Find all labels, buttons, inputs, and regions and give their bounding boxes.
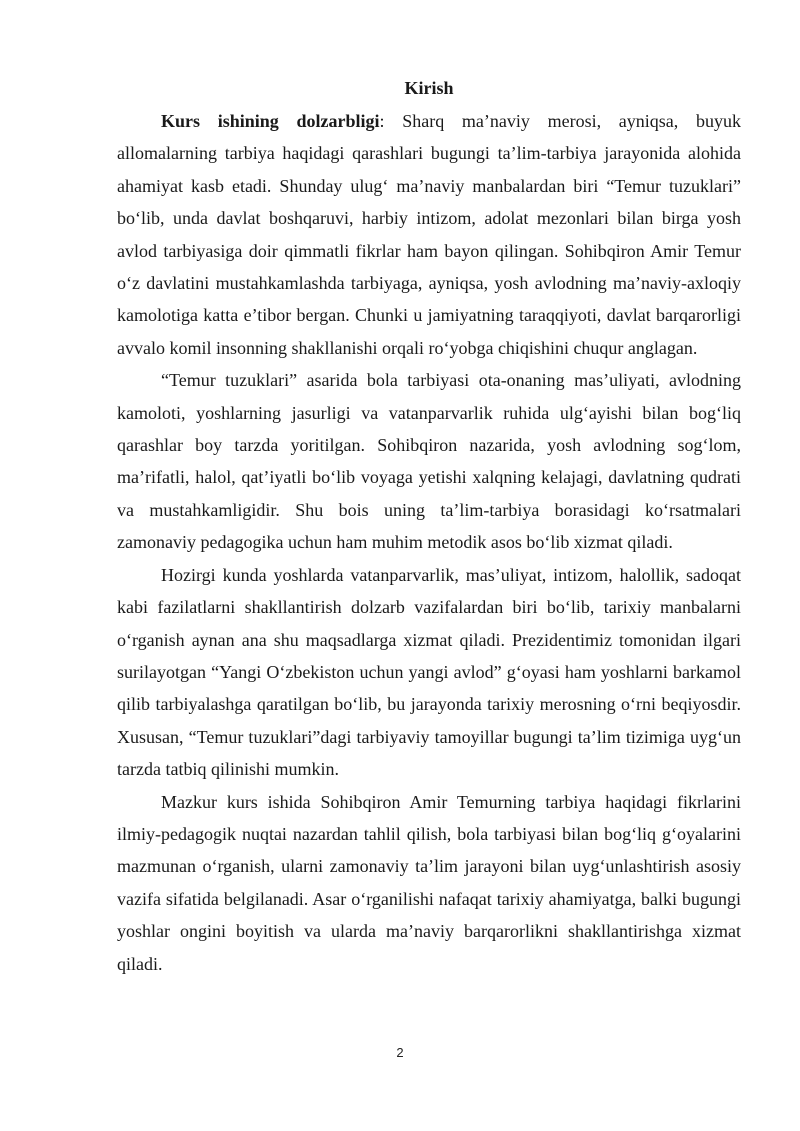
page-number: 2 xyxy=(396,1045,404,1060)
section-title: Kirish xyxy=(404,78,454,98)
paragraph-text: “Temur tuzuklari” asarida bola tarbiyasi ota-onaning mas’uliyati, avlodning kamoloti, yoshlarning jasurligi va vatanparvarlik ruhida ulg‘ayishi bilan bog‘liq qarashlar boy tarzda yoritilgan. Sohibqiron nazarida, yosh avlodning sog‘lom, ma’rifatli, halol, qat’iyatli bo‘lib voyaga yetishi xalqning kelajagi, davlatning qudrati va mustahkamligidir. Shu bois uning ta’lim-tarbiya borasidagi ko‘rsatmalari zamonaviy pedagogika uchun ham muhim metodik asos bo‘lib xizmat qiladi. xyxy=(117,370,741,553)
paragraph-lead: Kurs ishining dolzarbligi xyxy=(161,111,380,131)
paragraph-text: : Sharq ma’naviy merosi, ayniqsa, buyuk allomalarning tarbiya haqidagi qarashlari bugungi ta’lim-tarbiya jarayonida alohida ahamiyat kasb etadi. Shunday ulug‘ ma’naviy manbalardan biri “Temur tuzuklari” bo‘lib, unda davlat boshqaruvi, harbiy intizom, adolat mezonlari bilan birga yosh avlod tarbiyasiga doir qimmatli fikrlar ham bayon qilingan. Sohibqiron Amir Temur o‘z davlatini mustahkamlashda tarbiyaga, ayniqsa, yosh avlodning ma’naviy-axloqiy kamolotiga katta e’tibor bergan. Chunki u jamiyatning taraqqiyoti, davlat barqarorligi avvalo komil insonning shakllanishi orqali ro‘yobga chiqishini chuqur anglagan. xyxy=(117,111,741,358)
paragraph-temur-tuzuklari xyxy=(117,364,741,558)
paragraph-course-goal xyxy=(117,786,741,980)
page-content xyxy=(117,74,741,980)
paragraph-text: Mazkur kurs ishida Sohibqiron Amir Temurning tarbiya haqidagi fikrlarini ilmiy-pedagogik nuqtai nazardan tahlil qilish, bola tarbiyasi bilan bog‘liq g‘oyalarini mazmunan o‘rganish, ularni zamonaviy ta’lim jarayoni bilan uyg‘unlashtirish asosiy vazifa sifatida belgilanadi. Asar o‘rganilishi nafaqat tarixiy ahamiyatga, balki bugungi yoshlar ongini boyitish va ularda ma’naviy barqarorlikni shakllantirishga xizmat qiladi. xyxy=(117,791,741,974)
paragraph-relevance xyxy=(117,105,741,364)
paragraph-modern-youth xyxy=(117,559,741,786)
paragraph-text: Hozirgi kunda yoshlarda vatanparvarlik, mas’uliyat, intizom, halollik, sadoqat kabi fazilatlarni shakllantirish dolzarb vazifalardan biri bo‘lib, tarixiy manbalarni o‘rganish aynan ana shu maqsadlarga xizmat qiladi. Prezidentimiz tomonidan ilgari surilayotgan “Yangi O‘zbekiston uchun yangi avlod” g‘oyasi ham yoshlarni barkamol qilib tarbiyalashga qaratilgan bo‘lib, bu jarayonda tarixiy merosning o‘rni beqiyosdir. Xususan, “Temur tuzuklari”dagi tarbiyaviy tamoyillar bugungi ta’lim tizimiga uyg‘un tarzda tatbiq qilinishi mumkin. xyxy=(117,564,741,780)
